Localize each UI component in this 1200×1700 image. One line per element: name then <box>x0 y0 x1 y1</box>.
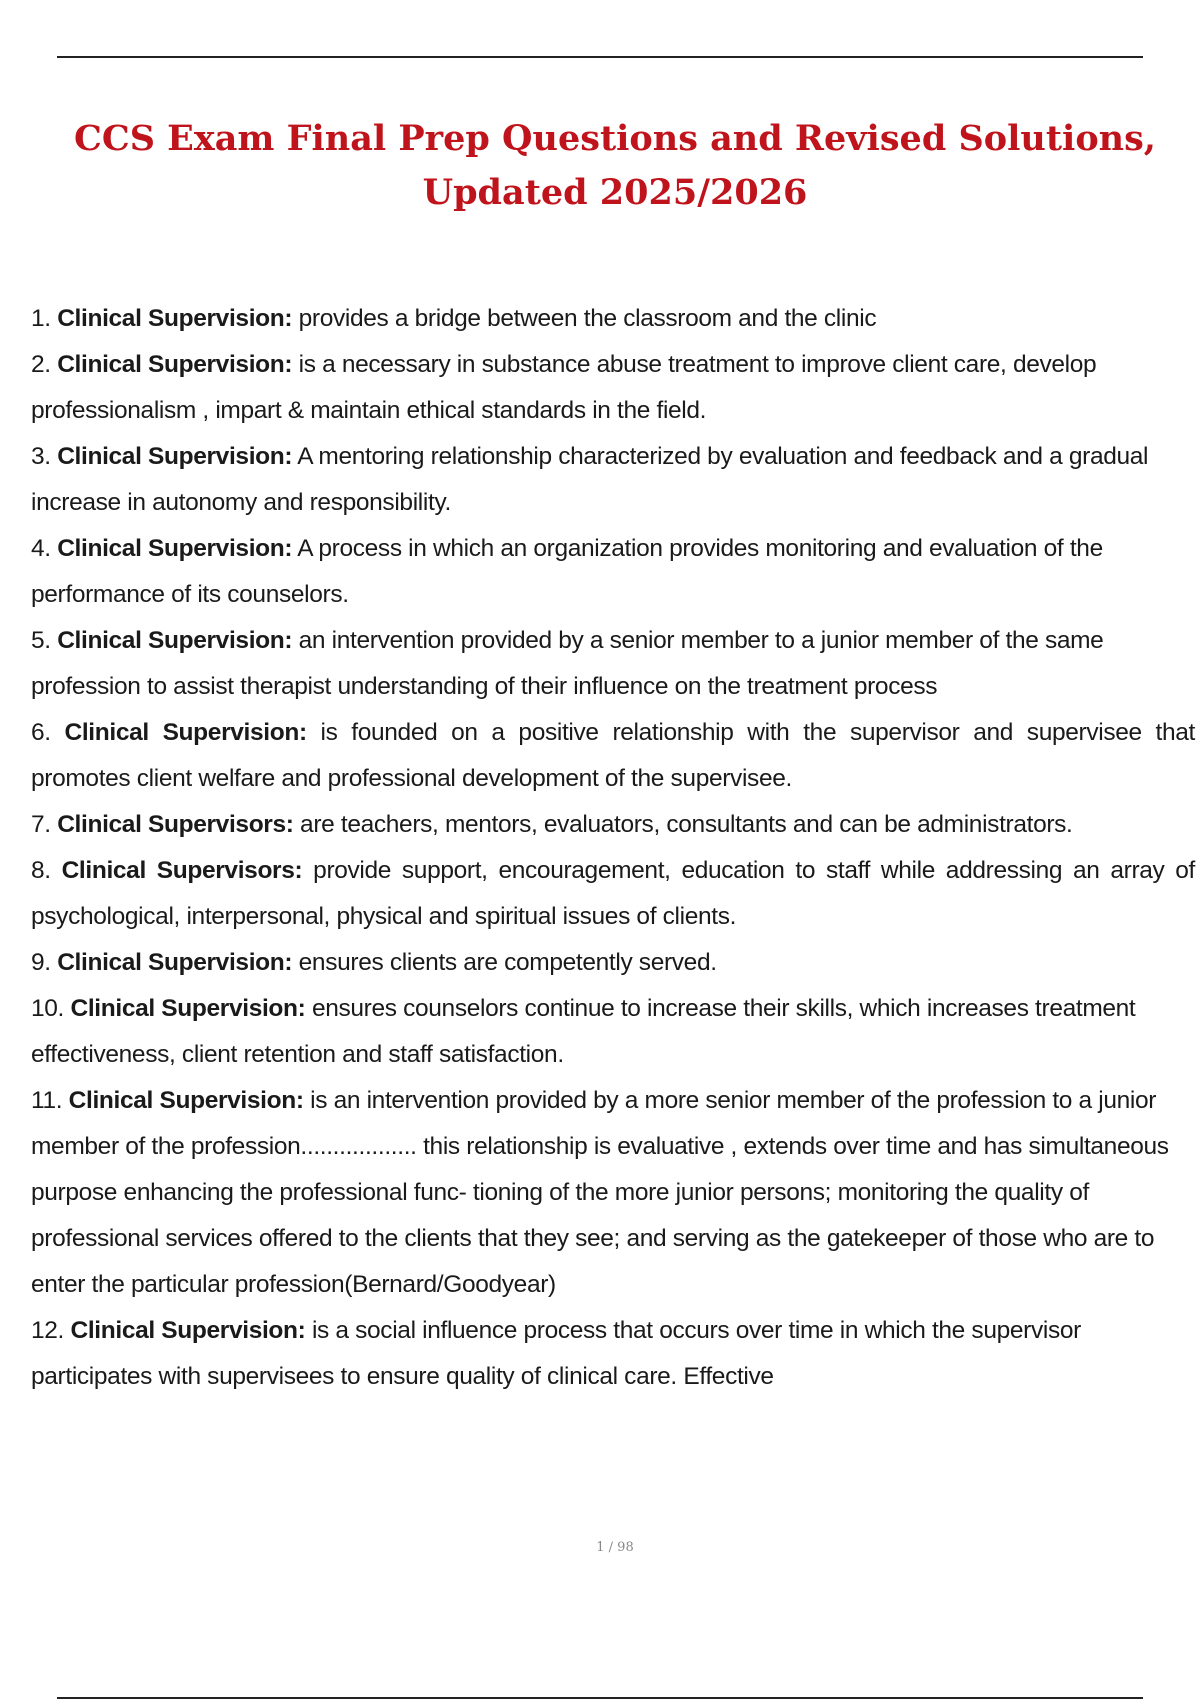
item-number: 2. <box>31 351 51 378</box>
item-number: 8. <box>31 857 51 884</box>
page-number: 1 / 98 <box>596 1540 634 1555</box>
item-term: Clinical Supervision: <box>57 949 293 976</box>
list-item <box>31 342 1195 434</box>
item-text: A process in which an organization provides monitoring and evaluation of the performance of its counselors. <box>31 535 1103 608</box>
question-list <box>31 296 1195 1400</box>
list-item <box>31 526 1195 618</box>
list-item <box>31 1078 1195 1308</box>
item-text: A mentoring relationship characterized by evaluation and feedback and a gradual increase in autonomy and responsibility. <box>31 443 1149 516</box>
top-rule <box>57 56 1143 58</box>
list-item <box>31 1308 1195 1400</box>
item-text: is an intervention provided by a more senior member of the profession to a junior member of the profession.................. this relationship is evaluative , extends over time and has simultaneous purpose enhancing the professional func- tioning of the more junior persons; monitoring the quality of professional services offered to the clients that they see; and serving as the gatekeeper of those who are to enter the particular profession(Bernard/Goodyear) <box>31 1087 1169 1298</box>
item-term: Clinical Supervisors: <box>61 857 303 884</box>
item-text: ensures counselors continue to increase their skills, which increases treatment effectiveness, client retention and staff satisfaction. <box>31 995 1136 1068</box>
item-text: ensures clients are competently served. <box>298 949 717 976</box>
item-term: Clinical Supervision: <box>68 1087 304 1114</box>
item-text: provide support, encouragement, education to staff while addressing an array of psychological, interpersonal, physical and spiritual issues of clients. <box>31 857 1196 930</box>
item-text: is founded on a positive relationship with the supervisor and supervisee that promotes client welfare and professional development of the supervisee. <box>31 719 1195 792</box>
item-text: an intervention provided by a senior member to a junior member of the same profession to assist therapist understanding of their influence on the treatment process <box>31 627 1104 700</box>
item-term: Clinical Supervision: <box>57 351 293 378</box>
list-item <box>31 848 1195 940</box>
item-number: 1. <box>31 305 51 332</box>
item-term: Clinical Supervision: <box>70 1317 306 1344</box>
document-title: CCS Exam Final Prep Questions and Revised Solutions, Updated 2025/2026 <box>73 118 1156 213</box>
item-text: are teachers, mentors, evaluators, consultants and can be administrators. <box>300 811 1073 838</box>
item-term: Clinical Supervision: <box>57 627 293 654</box>
item-term: Clinical Supervision: <box>57 305 293 332</box>
list-item <box>31 618 1195 710</box>
list-item <box>31 802 1195 848</box>
item-number: 9. <box>31 949 51 976</box>
item-term: Clinical Supervision: <box>57 535 293 562</box>
item-text: is a social influence process that occurs over time in which the supervisor participates with supervisees to ensure quality of clinical care. Effective <box>31 1317 1081 1390</box>
item-term: Clinical Supervision: <box>57 443 293 470</box>
item-text: is a necessary in substance abuse treatment to improve client care, develop professionalism , impart & maintain ethical standards in the field. <box>31 351 1097 424</box>
item-number: 12. <box>31 1317 65 1344</box>
list-item <box>31 986 1195 1078</box>
item-number: 5. <box>31 627 51 654</box>
item-number: 11. <box>31 1087 63 1114</box>
item-term: Clinical Supervision: <box>64 719 307 746</box>
item-term: Clinical Supervisors: <box>57 811 294 838</box>
list-item <box>31 940 1195 986</box>
list-item <box>31 710 1195 802</box>
item-number: 3. <box>31 443 51 470</box>
item-number: 4. <box>31 535 51 562</box>
item-number: 6. <box>31 719 51 746</box>
list-item <box>31 296 1195 342</box>
item-number: 7. <box>31 811 51 838</box>
bottom-rule <box>57 1697 1143 1699</box>
item-number: 10. <box>31 995 65 1022</box>
item-term: Clinical Supervision: <box>70 995 306 1022</box>
item-text: provides a bridge between the classroom and the clinic <box>298 305 877 332</box>
list-item <box>31 434 1195 526</box>
